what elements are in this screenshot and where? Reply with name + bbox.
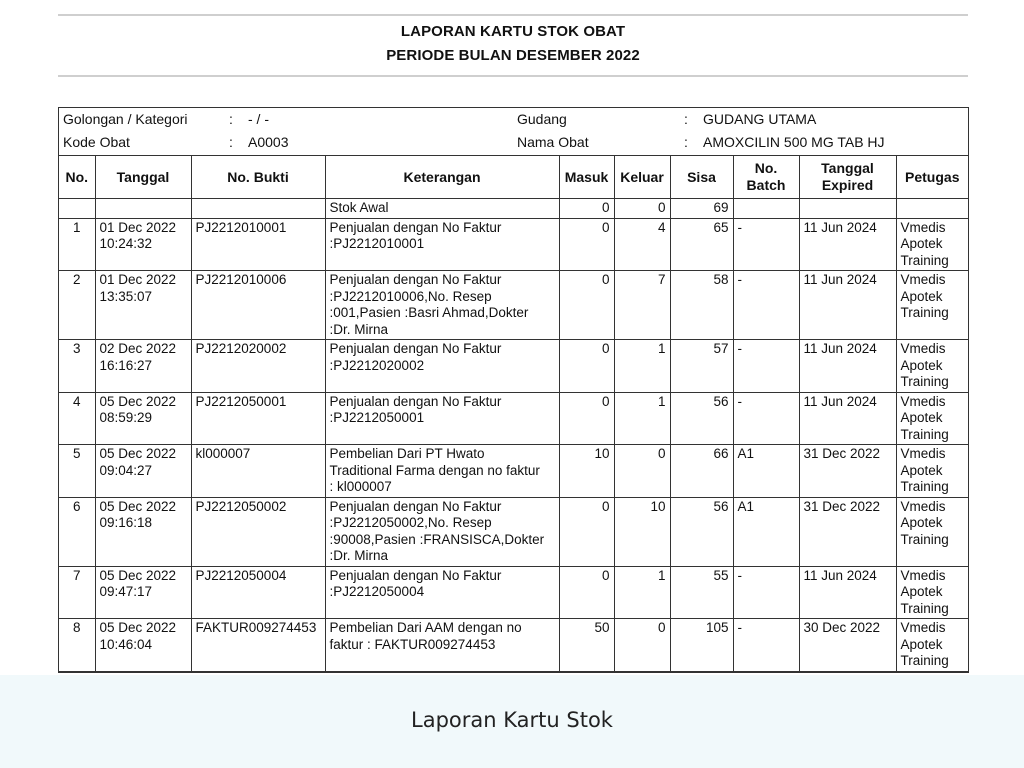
report-title: LAPORAN KARTU STOK OBAT <box>400 23 626 40</box>
opening-keterangan: Stok Awal <box>325 199 559 219</box>
row-keterangan: Penjualan dengan No Faktur :PJ2212010001 <box>325 218 559 271</box>
row-expired: 30 Dec 2022 <box>799 619 896 672</box>
row-keterangan: Penjualan dengan No Faktur :PJ2212050001 <box>325 392 559 445</box>
row-keluar: 0 <box>614 619 670 672</box>
row-no-bukti: PJ2212050001 <box>191 392 325 445</box>
row-petugas: Vmedis Apotek Training <box>896 497 968 566</box>
kode-value: A0003 <box>248 134 289 150</box>
row-petugas: Vmedis Apotek Training <box>896 218 968 271</box>
stock-table <box>59 155 968 672</box>
header-sisa: Sisa <box>670 156 733 199</box>
row-sisa: 57 <box>670 340 733 393</box>
row-no-bukti: PJ2212050002 <box>191 497 325 566</box>
kode-colon: : <box>229 134 233 150</box>
row-no-bukti: PJ2212020002 <box>191 340 325 393</box>
row-keterangan: Penjualan dengan No Faktur :PJ2212050002,No. Resep :90008,Pasien :FRANSISCA,Dokter :Dr. Mirna <box>325 497 559 566</box>
row-tanggal: 01 Dec 2022 10:24:32 <box>95 218 191 271</box>
row-masuk: 10 <box>559 445 614 498</box>
row-no: 1 <box>59 218 95 271</box>
header-no-bukti: No. Bukti <box>191 156 325 199</box>
row-tanggal: 05 Dec 2022 09:16:18 <box>95 497 191 566</box>
row-keluar: 1 <box>614 340 670 393</box>
row-keterangan: Penjualan dengan No Faktur :PJ2212050004 <box>325 566 559 619</box>
row-petugas: Vmedis Apotek Training <box>896 271 968 340</box>
opening-keluar: 0 <box>614 199 670 219</box>
row-keterangan: Penjualan dengan No Faktur :PJ2212010006,No. Resep :001,Pasien :Basri Ahmad,Dokter :Dr. Mirna <box>325 271 559 340</box>
opening-stock-row <box>59 199 968 219</box>
row-tanggal: 02 Dec 2022 16:16:27 <box>95 340 191 393</box>
header-tanggal-expired: Tanggal Expired <box>799 156 896 199</box>
row-masuk: 0 <box>559 566 614 619</box>
row-masuk: 0 <box>559 340 614 393</box>
nama-value: AMOXCILIN 500 MG TAB HJ <box>703 134 885 150</box>
row-sisa: 65 <box>670 218 733 271</box>
row-expired: 11 Jun 2024 <box>799 392 896 445</box>
row-batch: - <box>733 566 799 619</box>
table-row <box>59 619 968 672</box>
slide-caption: Laporan Kartu Stok <box>411 708 613 732</box>
gudang-label: Gudang <box>517 111 567 127</box>
report-period: PERIODE BULAN DESEMBER 2022 <box>386 47 640 64</box>
row-keterangan: Pembelian Dari AAM dengan no faktur : FAKTUR009274453 <box>325 619 559 672</box>
row-no: 7 <box>59 566 95 619</box>
table-row <box>59 392 968 445</box>
golongan-value: - / - <box>248 111 269 127</box>
row-sisa: 56 <box>670 392 733 445</box>
row-expired: 31 Dec 2022 <box>799 445 896 498</box>
table-row <box>59 340 968 393</box>
row-expired: 31 Dec 2022 <box>799 497 896 566</box>
row-keluar: 1 <box>614 566 670 619</box>
nama-label: Nama Obat <box>517 134 589 150</box>
table-row <box>59 566 968 619</box>
row-masuk: 0 <box>559 271 614 340</box>
header-no: No. <box>59 156 95 199</box>
row-keluar: 4 <box>614 218 670 271</box>
row-tanggal: 05 Dec 2022 09:04:27 <box>95 445 191 498</box>
row-masuk: 0 <box>559 392 614 445</box>
row-keluar: 10 <box>614 497 670 566</box>
report-meta <box>59 108 968 155</box>
table-row <box>59 218 968 271</box>
table-row <box>59 497 968 566</box>
row-no-bukti: kl000007 <box>191 445 325 498</box>
table-row <box>59 445 968 498</box>
row-keluar: 7 <box>614 271 670 340</box>
row-expired: 11 Jun 2024 <box>799 218 896 271</box>
row-no-bukti: PJ2212050004 <box>191 566 325 619</box>
row-sisa: 58 <box>670 271 733 340</box>
row-batch: A1 <box>733 445 799 498</box>
top-divider <box>58 14 968 16</box>
row-expired: 11 Jun 2024 <box>799 271 896 340</box>
opening-masuk: 0 <box>559 199 614 219</box>
row-keterangan: Pembelian Dari PT Hwato Traditional Farma dengan no faktur : kl000007 <box>325 445 559 498</box>
row-petugas: Vmedis Apotek Training <box>896 619 968 672</box>
row-sisa: 105 <box>670 619 733 672</box>
row-batch: - <box>733 619 799 672</box>
row-batch: - <box>733 392 799 445</box>
row-masuk: 0 <box>559 218 614 271</box>
row-tanggal: 01 Dec 2022 13:35:07 <box>95 271 191 340</box>
row-batch: - <box>733 340 799 393</box>
row-tanggal: 05 Dec 2022 08:59:29 <box>95 392 191 445</box>
gudang-colon: : <box>684 111 688 127</box>
stock-card-sheet <box>58 107 969 673</box>
row-keluar: 1 <box>614 392 670 445</box>
row-no-bukti: PJ2212010001 <box>191 218 325 271</box>
row-batch: - <box>733 271 799 340</box>
row-petugas: Vmedis Apotek Training <box>896 392 968 445</box>
row-masuk: 0 <box>559 497 614 566</box>
row-no: 6 <box>59 497 95 566</box>
row-petugas: Vmedis Apotek Training <box>896 340 968 393</box>
header-row <box>59 156 968 199</box>
row-no-bukti: FAKTUR009274453 <box>191 619 325 672</box>
header-keterangan: Keterangan <box>325 156 559 199</box>
header-tanggal: Tanggal <box>95 156 191 199</box>
row-sisa: 66 <box>670 445 733 498</box>
nama-colon: : <box>684 134 688 150</box>
table-row <box>59 271 968 340</box>
row-no: 2 <box>59 271 95 340</box>
opening-sisa: 69 <box>670 199 733 219</box>
header-petugas: Petugas <box>896 156 968 199</box>
row-masuk: 50 <box>559 619 614 672</box>
kode-label: Kode Obat <box>63 134 130 150</box>
row-no: 5 <box>59 445 95 498</box>
row-batch: - <box>733 218 799 271</box>
row-no: 4 <box>59 392 95 445</box>
row-batch: A1 <box>733 497 799 566</box>
golongan-colon: : <box>229 111 233 127</box>
row-petugas: Vmedis Apotek Training <box>896 566 968 619</box>
row-no: 8 <box>59 619 95 672</box>
row-no-bukti: PJ2212010006 <box>191 271 325 340</box>
gudang-value: GUDANG UTAMA <box>703 111 817 127</box>
row-tanggal: 05 Dec 2022 10:46:04 <box>95 619 191 672</box>
title-divider <box>58 75 968 77</box>
row-sisa: 55 <box>670 566 733 619</box>
row-keluar: 0 <box>614 445 670 498</box>
row-sisa: 56 <box>670 497 733 566</box>
header-keluar: Keluar <box>614 156 670 199</box>
row-keterangan: Penjualan dengan No Faktur :PJ2212020002 <box>325 340 559 393</box>
row-petugas: Vmedis Apotek Training <box>896 445 968 498</box>
row-expired: 11 Jun 2024 <box>799 566 896 619</box>
row-no: 3 <box>59 340 95 393</box>
golongan-label: Golongan / Kategori <box>63 111 188 127</box>
header-masuk: Masuk <box>559 156 614 199</box>
row-expired: 11 Jun 2024 <box>799 340 896 393</box>
header-no-batch: No. Batch <box>733 156 799 199</box>
row-tanggal: 05 Dec 2022 09:47:17 <box>95 566 191 619</box>
